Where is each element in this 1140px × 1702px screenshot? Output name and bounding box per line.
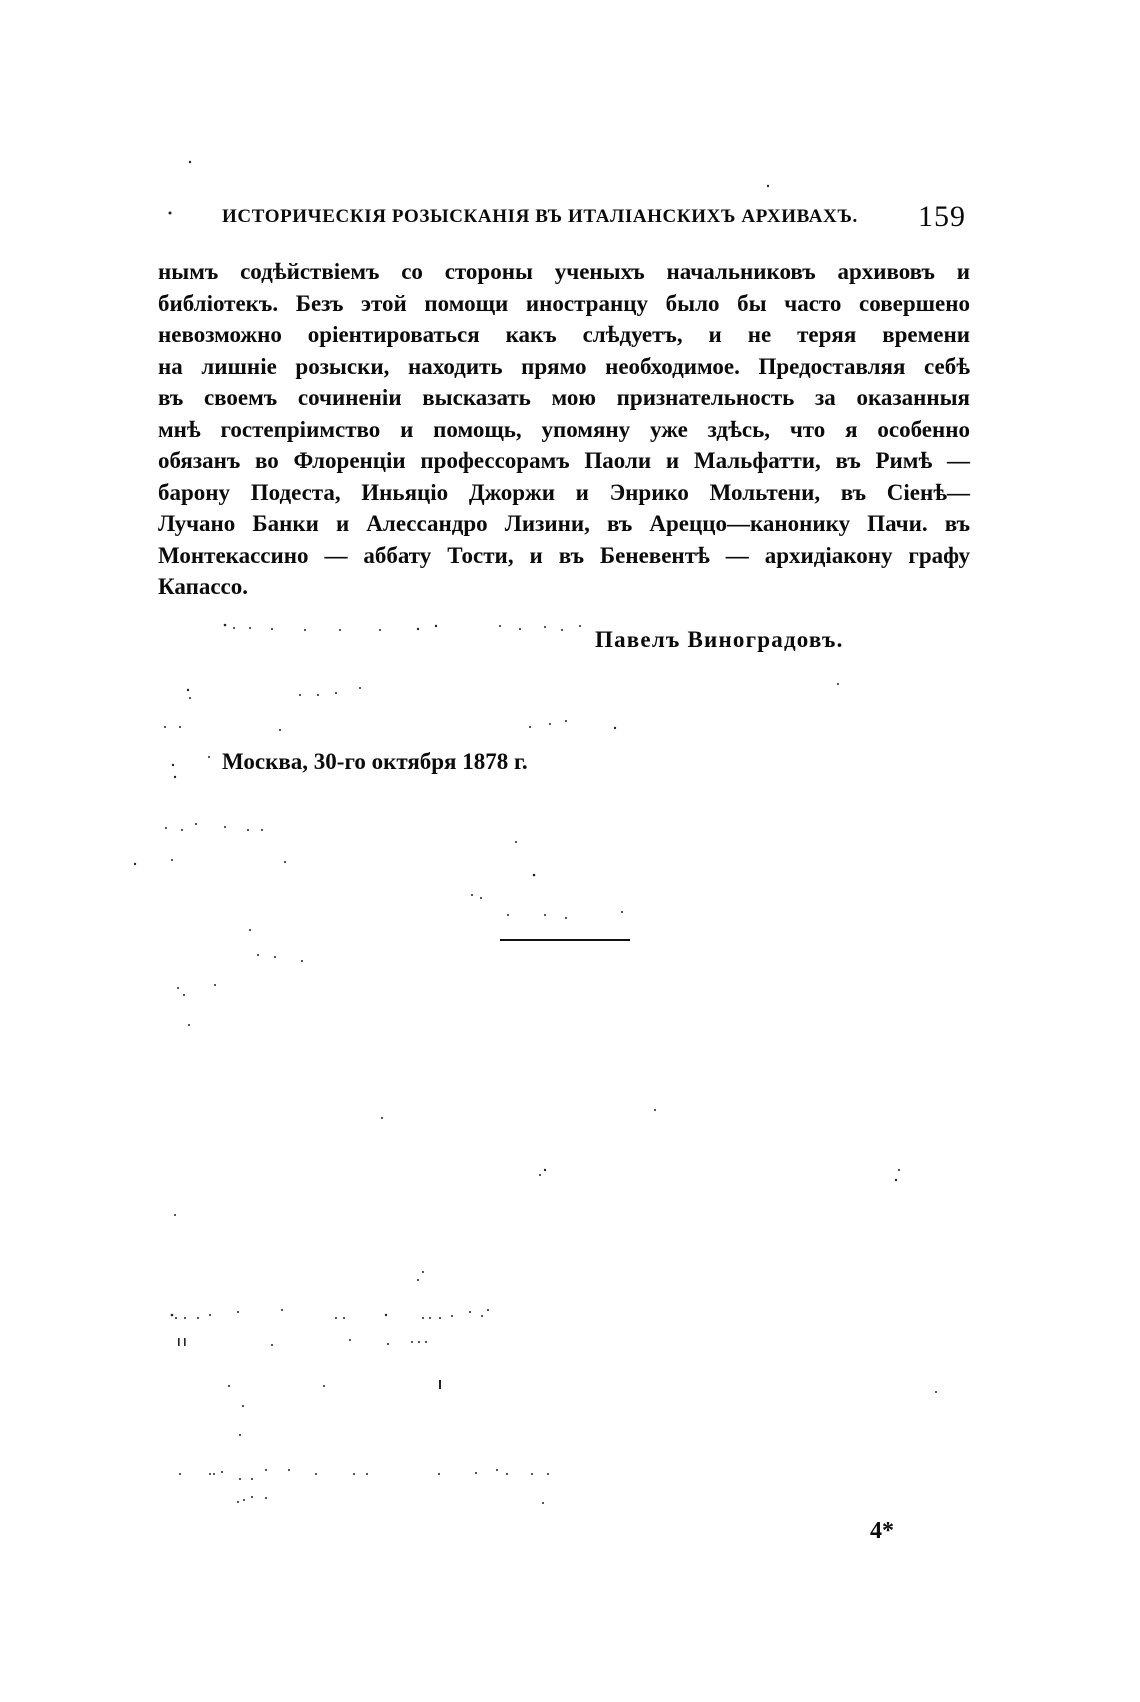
running-header [172, 200, 972, 240]
text-line: мнѣ гостепріимство и помощь, упомяну уже здѣсь, что я особенно [158, 416, 970, 442]
text-line: нымъ содѣйствіемъ со стороны ученыхъ начальниковъ архивовъ и [158, 259, 970, 284]
text-line: библіотекъ. Безъ этой помощи иностранцу было бы часто совершено [158, 290, 970, 316]
running-title: ИСТОРИЧЕСКІЯ РОЗЫСКАНІЯ ВЪ ИТАЛІАНСКИХЪ АРХИВАХЪ. [222, 206, 858, 227]
dateline: Москва, 30-го октября 1878 г. [222, 749, 528, 774]
text-line: барону Подеста, Иньяціо Джоржи и Энрико Мольтени, въ Сіенѣ— [158, 479, 970, 505]
text-line: Лучано Банки и Алессандро Лизини, въ Ареццо—канонику Пачи. въ [158, 511, 970, 536]
text-line: на лишніе розыски, находить прямо необходимое. Предоставляя себѣ [158, 353, 970, 379]
section-rule [500, 939, 630, 941]
text-line: невозможно оріентироваться какъ слѣдуетъ, и не теряя времени [158, 322, 970, 347]
text-line: въ своемъ сочиненіи высказать мою признательность за оказанныя [158, 385, 970, 410]
text-line: Капассо. [158, 574, 248, 599]
text-line: обязанъ во Флоренціи профессорамъ Паоли и Мальфатти, въ Римѣ — [158, 448, 970, 473]
author-signature: Павелъ Виноградовъ. [595, 627, 844, 652]
printer-signature-mark: 4* [870, 1518, 894, 1544]
page-number: 159 [918, 200, 966, 233]
text-line: Монтекассино — аббату Тости, и въ Беневентѣ — архидіакону графу [158, 542, 970, 568]
body-paragraph [158, 256, 970, 603]
